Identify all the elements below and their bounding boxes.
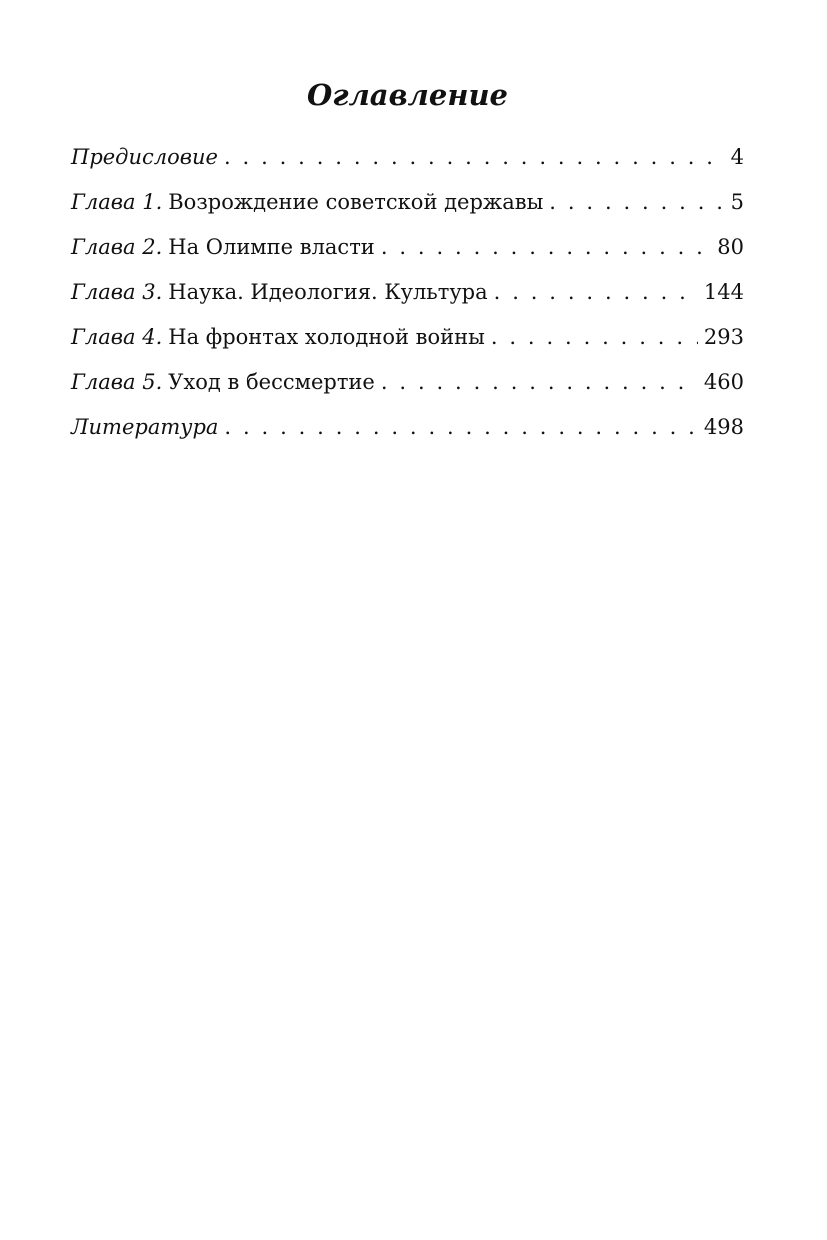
toc-entry-title: На фронтах холодной войны: [168, 325, 485, 349]
dot-leader: [224, 412, 697, 442]
toc-entry-chapter-5[interactable]: [71, 367, 744, 412]
toc-page-number: 4: [730, 145, 744, 169]
toc-page-number: 460: [703, 370, 744, 394]
toc-entry-literature[interactable]: [71, 412, 744, 457]
toc-page-number: 5: [730, 190, 744, 214]
dot-leader: [491, 322, 698, 352]
toc-entry-label: Глава 2.: [71, 235, 163, 259]
toc-entry-text: [71, 187, 543, 217]
dot-leader: [381, 367, 698, 397]
dot-leader: [381, 232, 711, 262]
toc-entry-title: Наука. Идеология. Культура: [168, 280, 488, 304]
toc-page-number: 498: [703, 415, 744, 439]
toc-entry-text: [71, 232, 375, 262]
toc-entry-label: Глава 4.: [71, 325, 163, 349]
toc-entry-label: Глава 1.: [71, 190, 163, 214]
toc-entry-chapter-2[interactable]: [71, 232, 744, 277]
toc-entry-title: На Олимпе власти: [168, 235, 375, 259]
toc-entry-text: [71, 412, 218, 442]
toc-entry-chapter-1[interactable]: [71, 187, 744, 232]
toc-entry-title: Возрождение советской державы: [168, 190, 544, 214]
dot-leader: [549, 187, 724, 217]
toc-page-number: 293: [703, 325, 744, 349]
toc-entry-label: Глава 5.: [71, 370, 163, 394]
toc-entry-text: [71, 367, 375, 397]
toc-entry-text: [71, 142, 218, 172]
toc-entry-text: [71, 277, 488, 307]
toc-entry-label: Литература: [71, 415, 219, 439]
toc-page-number: 80: [717, 235, 744, 259]
toc-heading: Оглавление: [307, 78, 508, 112]
toc-entry-label: Предисловие: [71, 145, 218, 169]
dot-leader: [224, 142, 725, 172]
toc-entry-title: Уход в бессмертие: [168, 370, 375, 394]
toc-page-number: 144: [703, 280, 744, 304]
toc-entry-chapter-4[interactable]: [71, 322, 744, 367]
toc-entry-label: Глава 3.: [71, 280, 163, 304]
dot-leader: [494, 277, 698, 307]
table-of-contents: [71, 142, 744, 457]
toc-entry-preface[interactable]: [71, 142, 744, 187]
toc-entry-text: [71, 322, 485, 352]
toc-entry-chapter-3[interactable]: [71, 277, 744, 322]
